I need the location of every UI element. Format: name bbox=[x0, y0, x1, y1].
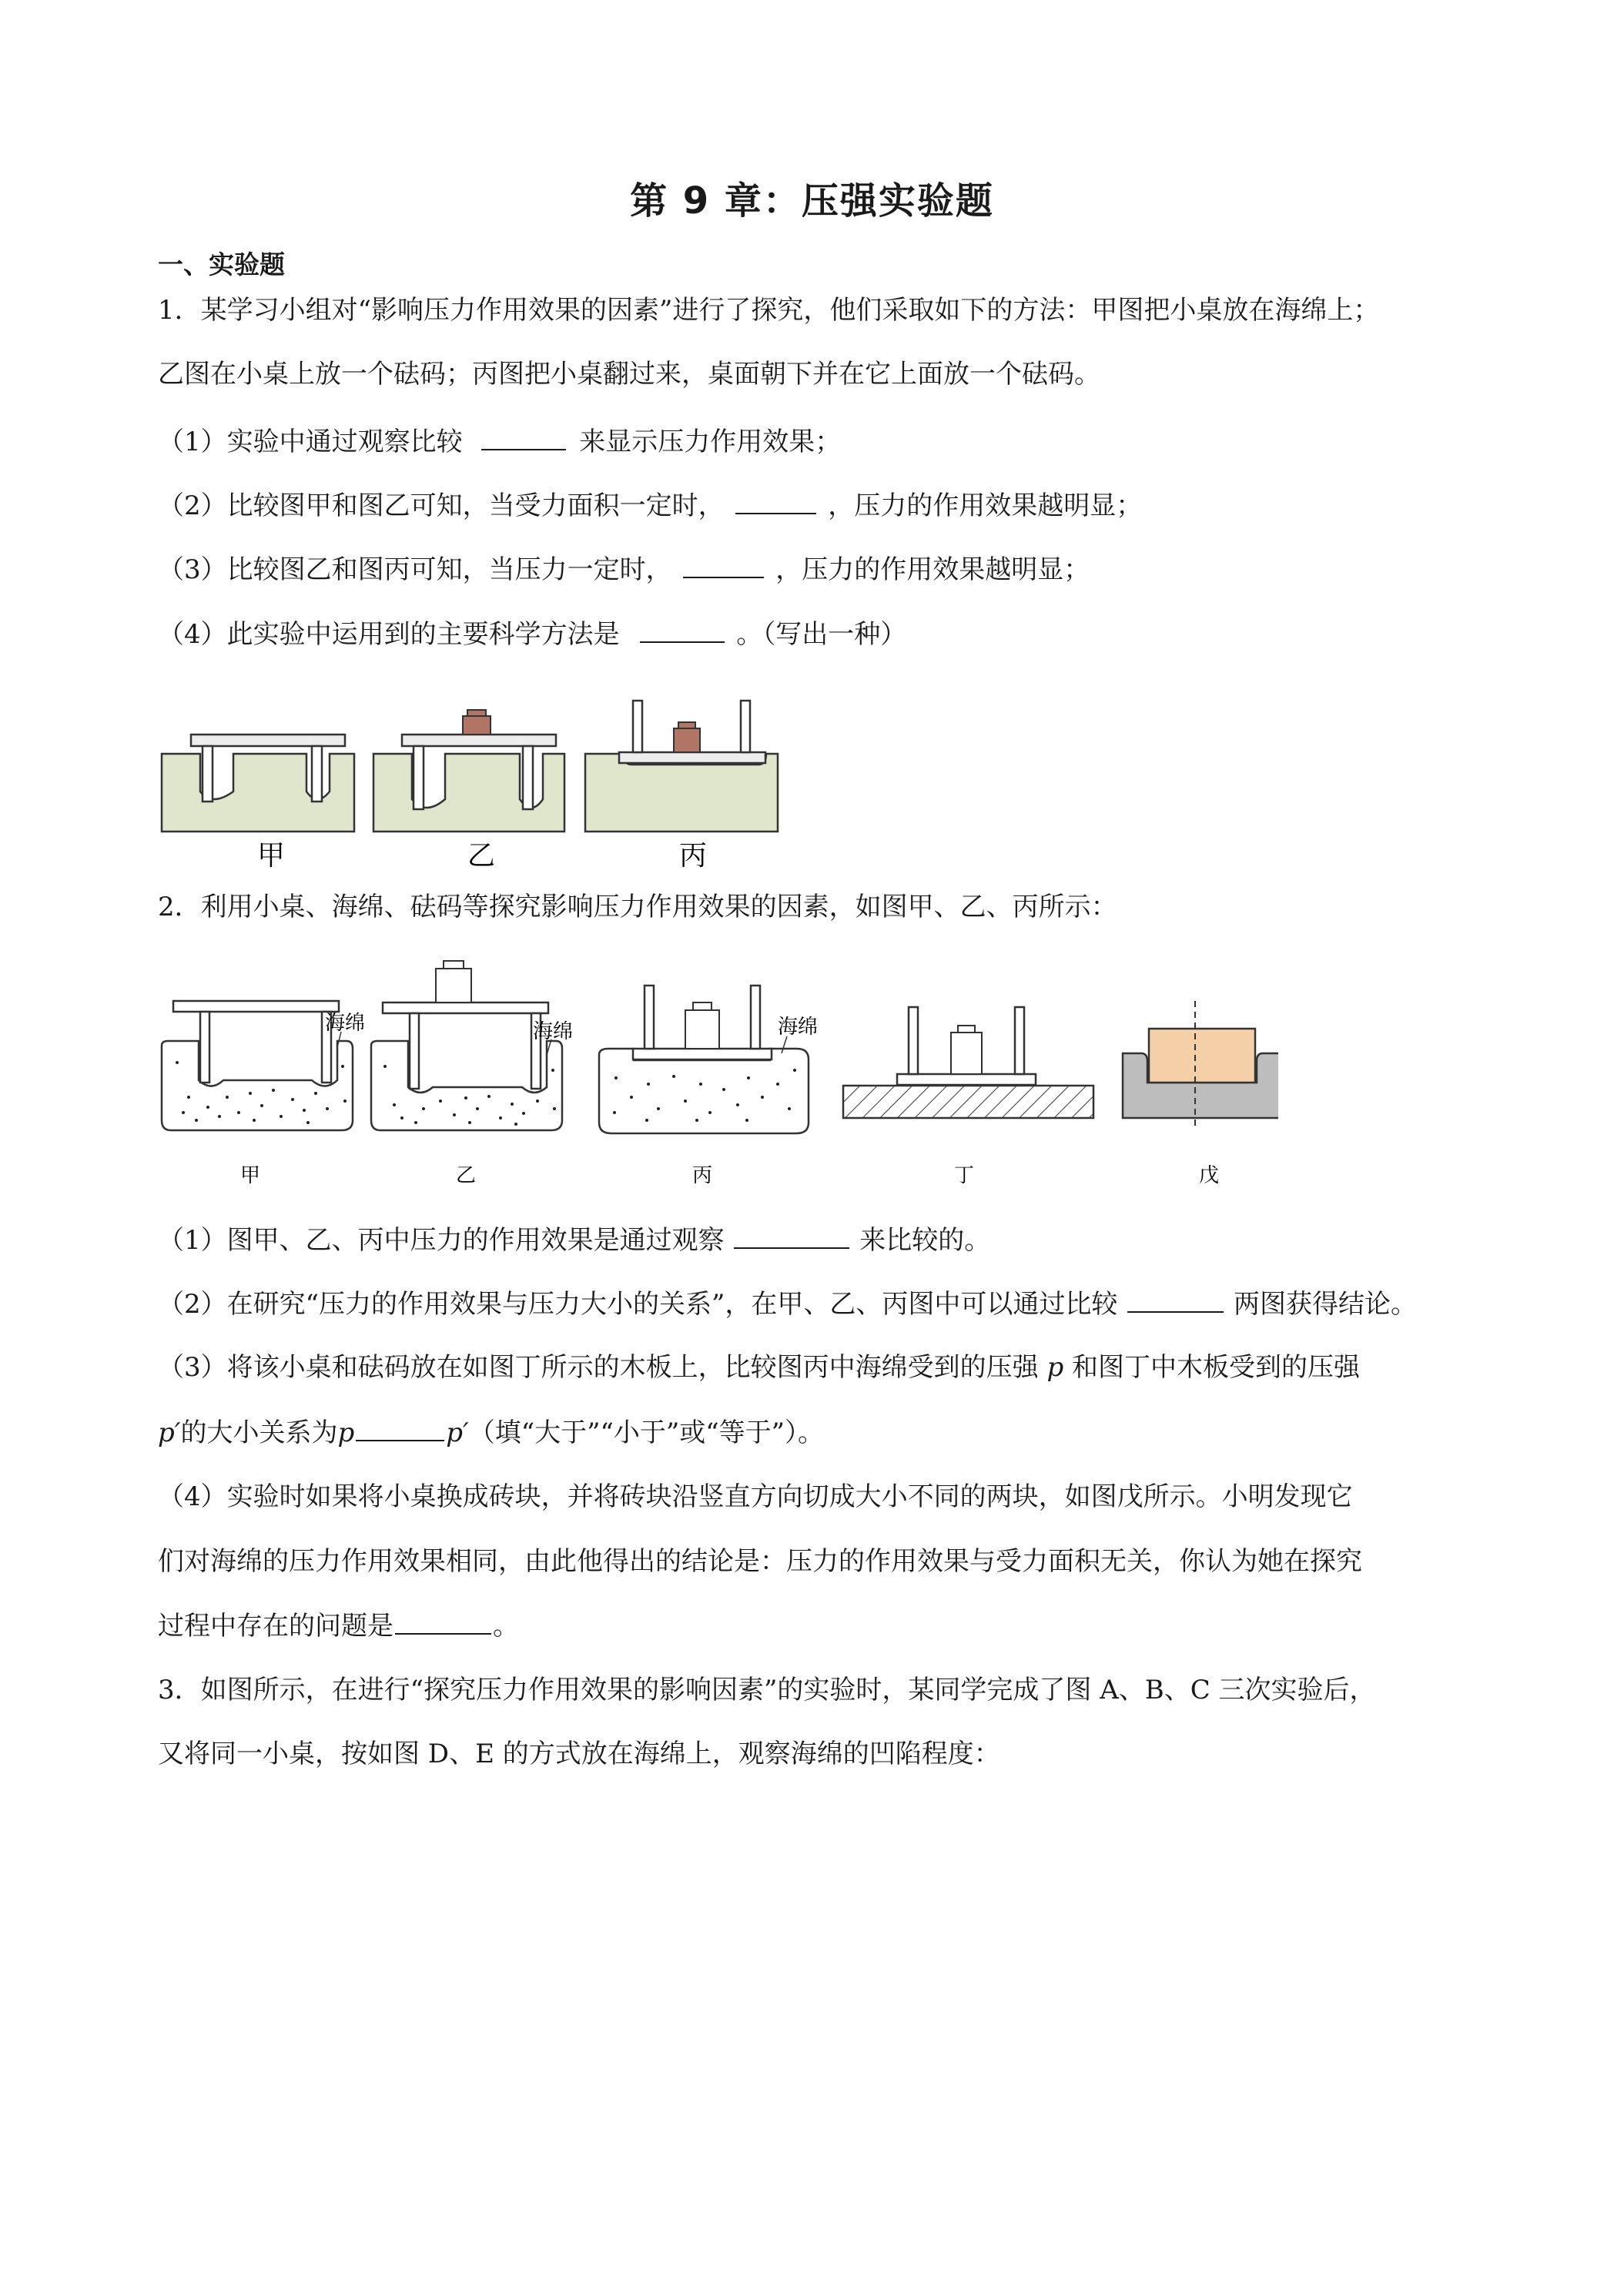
q1-sub-3-text-b: ，压力的作用效果越明显； bbox=[775, 554, 1090, 585]
q2-fig-yi bbox=[371, 961, 573, 1130]
q2-fig-wu bbox=[1120, 955, 1278, 1128]
answer-blank[interactable] bbox=[683, 554, 764, 578]
q2-sub-4-line-3 bbox=[158, 1610, 519, 1642]
q1-sub-3 bbox=[158, 554, 1090, 585]
q2-sub-3-text-d: 的大小关系为 bbox=[180, 1417, 338, 1448]
answer-blank[interactable] bbox=[356, 1417, 444, 1441]
answer-blank[interactable] bbox=[734, 1224, 849, 1249]
q2-sub-2 bbox=[158, 1288, 1417, 1320]
q2-sub-1-text-a: （1）图甲、乙、丙中压力的作用效果是通过观察 bbox=[158, 1225, 725, 1256]
q1-label-bing: 丙 bbox=[678, 840, 708, 872]
q2-sub-3-text-a: （3）将该小桌和砝码放在如图丁所示的木板上，比较图丙中海绵受到的压强 bbox=[158, 1352, 1039, 1383]
answer-blank[interactable] bbox=[1127, 1288, 1224, 1313]
q1-fig-yi bbox=[373, 710, 564, 832]
answer-blank[interactable] bbox=[481, 426, 566, 450]
q1-sub-1-text-b: 来显示压力作用效果； bbox=[579, 427, 842, 457]
q2-sub-1-text-b: 来比较的。 bbox=[859, 1225, 991, 1256]
q2-label-ding: 丁 bbox=[953, 1164, 975, 1187]
q2-label-wu: 戊 bbox=[1198, 1164, 1220, 1187]
q1-sub-2-text-a: （2）比较图甲和图乙可知，当受力面积一定时， bbox=[158, 490, 725, 521]
q2-sub-3-text-g: （填“大于”“小于”或“等于”）。 bbox=[468, 1417, 825, 1448]
page-title: 第 9 章：压强实验题 bbox=[630, 179, 994, 223]
q3-stem-line-2: 又将同一小桌，按如图 D、E 的方式放在海绵上，观察海绵的凹陷程度： bbox=[158, 1739, 1000, 1769]
q1-figure bbox=[154, 678, 793, 878]
answer-blank[interactable] bbox=[640, 618, 725, 643]
sponge-label-bing: 海绵 bbox=[778, 1016, 819, 1039]
symbol-p: p bbox=[337, 1417, 355, 1448]
q1-sub-4-text-b: 。（写出一种） bbox=[736, 619, 907, 650]
symbol-p: p bbox=[1046, 1352, 1064, 1383]
answer-blank[interactable] bbox=[395, 1610, 491, 1635]
q1-sub-2 bbox=[158, 490, 1142, 521]
section-heading: 一、实验题 bbox=[158, 249, 285, 279]
q1-label-jia: 甲 bbox=[256, 840, 286, 872]
q2-figure bbox=[154, 955, 1278, 1193]
q1-label-yi: 乙 bbox=[467, 840, 496, 872]
sponge-label-yi: 海绵 bbox=[533, 1020, 574, 1043]
q1-sub-4 bbox=[158, 618, 906, 650]
q1-sub-1-text-a: （1）实验中通过观察比较 bbox=[158, 427, 463, 457]
answer-blank[interactable] bbox=[735, 490, 816, 514]
q3-stem-line-1: 3．如图所示，在进行“探究压力作用效果的影响因素”的实验时，某同学完成了图 A、B、C 三次实验后， bbox=[158, 1675, 1376, 1705]
q2-fig-jia bbox=[160, 1001, 365, 1130]
q2-fig-bing bbox=[599, 986, 818, 1133]
q2-sub-1 bbox=[158, 1224, 990, 1256]
q1-sub-4-text-a: （4）此实验中运用到的主要科学方法是 bbox=[158, 619, 620, 650]
q2-sub-2-text-b: 两图获得结论。 bbox=[1234, 1289, 1418, 1320]
symbol-p-prime: p′ bbox=[446, 1417, 469, 1448]
q2-stem: 2．利用小桌、海绵、砝码等探究影响压力作用效果的因素，如图甲、乙、丙所示： bbox=[158, 892, 1117, 922]
q1-sub-3-text-a: （3）比较图乙和图丙可知，当压力一定时， bbox=[158, 554, 672, 585]
q2-sub-3-text-b: 和图丁中木板受到的压强 bbox=[1072, 1352, 1361, 1383]
q2-sub-4-line-2: 们对海绵的压力作用效果相同，由此他得出的结论是：压力的作用效果与受力面积无关，你认为她在探究 bbox=[158, 1546, 1362, 1577]
q2-label-yi: 乙 bbox=[455, 1164, 477, 1187]
q1-sub-2-text-b: ，压力的作用效果越明显； bbox=[828, 490, 1143, 521]
q1-sub-1 bbox=[158, 426, 841, 457]
q2-sub-2-text-a: （2）在研究“压力的作用效果与压力大小的关系”，在甲、乙、丙图中可以通过比较 bbox=[158, 1289, 1118, 1320]
q1-stem-line-2: 乙图在小桌上放一个砝码；丙图把小桌翻过来，桌面朝下并在它上面放一个砝码。 bbox=[158, 359, 1100, 390]
q1-fig-jia bbox=[162, 735, 354, 832]
q1-stem-line-1: 1．某学习小组对“影响压力作用效果的因素”进行了探究，他们采取如下的方法：甲图把小桌放在海绵上； bbox=[158, 295, 1380, 326]
q2-sub-3-line-1 bbox=[158, 1352, 1360, 1383]
symbol-p-prime: p′ bbox=[158, 1417, 181, 1448]
q2-label-jia: 甲 bbox=[239, 1164, 261, 1187]
q2-label-bing: 丙 bbox=[691, 1164, 713, 1187]
q2-sub-4-line-1: （4）实验时如果将小桌换成砖块，并将砖块沿竖直方向切成大小不同的两块，如图戊所示。小明发现它 bbox=[158, 1481, 1353, 1512]
q2-sub-4-text-c: 过程中存在的问题是 bbox=[158, 1611, 393, 1642]
q2-fig-ding bbox=[843, 1007, 1093, 1118]
q2-sub-4-text-d: 。 bbox=[493, 1611, 519, 1642]
q2-sub-3-line-2 bbox=[158, 1417, 824, 1448]
sponge-label-jia: 海绵 bbox=[325, 1012, 366, 1035]
q1-fig-bing bbox=[585, 701, 778, 832]
